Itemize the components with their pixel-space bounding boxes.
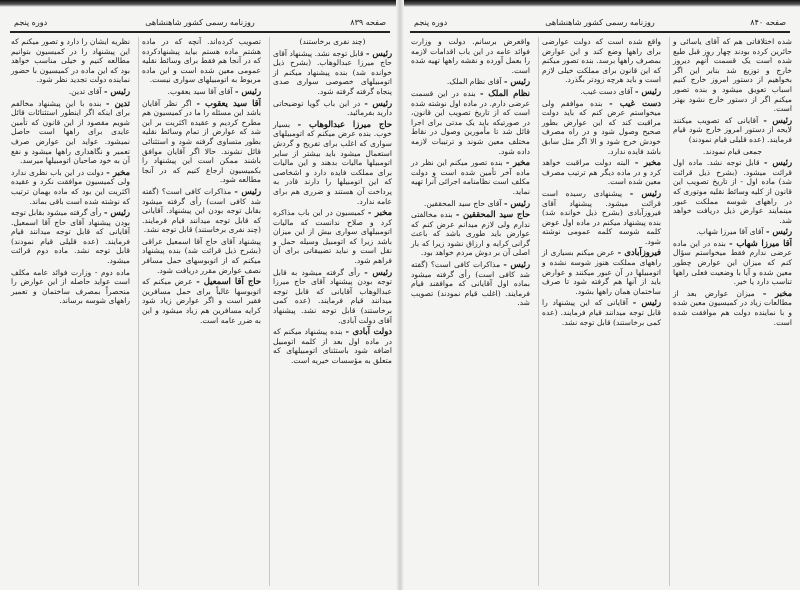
paragraph-text: بنده در این ماده عرضی ندارم فقط میخواستم سؤال کنم که میزان این عوارض چطور معین شده و آیا با وضعیت فعلی راهها تناسب دارد یا خیر.: [673, 238, 792, 287]
speaker-name: مخبر -: [505, 157, 530, 168]
speaker-name: رئیس -: [104, 85, 130, 96]
paragraph-text: بسیار خوب. بنده عرض میکنم که اتومبیلهای سواری که اغلب برای تفریح و گردش استعمال میشود باید بیشتر از سایر اتومبیلها مالیات بدهند و این مالیات برای مملکت فایده دارد و اشخاصی که این اتومبیلها را دارند قادر به پرداخت آن هستند و ضرری هم برای عامه ندارد.: [273, 119, 392, 206]
paragraph: [11, 99, 130, 166]
text-column: [669, 37, 792, 586]
paragraph: [142, 237, 261, 275]
paragraph: [542, 298, 661, 327]
paragraph: [673, 289, 792, 327]
paragraph: [673, 37, 792, 114]
paragraph-text: جمعی قیام نمودند.: [702, 146, 763, 156]
paragraph-text: البته دولت مراقبت خواهد کرد و در ماده دیگر هم ترتیب مصرف معین شده است.: [542, 158, 661, 187]
paragraph: [411, 37, 530, 75]
paragraph-text: ماده دوم - وزارت فوائد عامه مکلف است عواید حاصله از این عوارض را منحصراً بمصرف ساختمان و تعمیر راههای شوسه برساند.: [11, 267, 130, 306]
paragraph: [411, 77, 530, 87]
paragraph-text: شده اختلافاتی هم که آقای یاسائی و حائرین کرده بودند چهار روز قبل طبع شده است یک قسمت آنهم دیروز خارج و توزیع شد بنابر این اگر بخواهیم از دستور امروز خارج کنیم اسباب تعویق میشود و بنده تصور میکنم اگر از دستور خارج نشود بهتر است.: [673, 37, 792, 114]
speaker-name: دست غیب -: [609, 97, 661, 108]
paragraph-text: پیشنهادی رسیده است قرائت میشود. پیشنهاد آقای فیروزآبادی (بشرح ذیل خوانده شد) بنده پیشنهاد میکنم در ماده اول عوض کلمه شوسه کلمه عمومی نوشته شود.: [542, 188, 661, 246]
paragraph: [542, 99, 661, 157]
paragraph: [542, 248, 661, 296]
paragraph-text: کمیسیون در این باب مذاکره کرد و صلاح ندانست که مالیات اتومبیلهای سواری بیش از این میزان باشد زیرا که اتومبیل وسیله حمل و نقل است و نباید تضییقاتی برای آن فراهم شود.: [273, 208, 392, 266]
paragraph-text: واقع شده است که دولت عوارضی برای راهها وضع کند و این عوارض بمصرف راهها برسد. بنده تصور میکنم که این قانون برای مملکت خیلی لازم است و باید هرچه زودتر بگذرد.: [542, 37, 661, 85]
paragraph-text: نظریه ایشان را دارد و تصور میکنم که این پیشنهاد را در کمیسیون بتوانیم مطالعه کنیم و خیلی مناسب خواهد بود که این ماده در کمیسیون با حضور نماینده دولت تجدید نظر شود.: [11, 37, 130, 85]
paragraph-text: آقای آقا سید یعقوب.: [167, 86, 233, 96]
paragraph-text: آقای تدین.: [68, 86, 102, 96]
speaker-name: رئیس -: [504, 76, 530, 87]
paragraph-text: (چند نفری برخاستند): [299, 37, 366, 46]
speaker-name: رئیس -: [364, 266, 392, 277]
text-column: [538, 37, 661, 586]
paragraph: [542, 158, 661, 187]
paragraph: [273, 37, 392, 47]
paragraph-text: مذاکرات کافی است؟ (گفته شد کافی است) رأی گرفته میشود بقابل توجه بودن این پیشنهاد. آقایانی که قابل توجه میدانند قیام فرمایند. (چند نفری برخاستند) قابل توجه نشد.: [142, 186, 261, 235]
paragraph: [11, 87, 130, 97]
speaker-name: حاج میرزا عبدالوهاب -: [297, 118, 392, 129]
paragraph-text: آقایانی که تصویب میکنند لایحه از دستور امروز خارج شود قیام فرمایند. (عده قلیلی قیام نمودند): [673, 115, 792, 144]
page-right: [406, 0, 794, 590]
paragraph-text: رأی گرفته میشود به قابل توجه بودن پیشنهاد آقای حاج میرزا عبدالوهاب آقایانی که قابل توجه میدانند قیام فرمایند. (عده کمی برخاستند) قابل توجه نشد. پیشنهاد آقای دولت آبادی.: [273, 267, 392, 325]
paragraph-text: آقای آقا میرزا شهاب.: [696, 227, 764, 237]
speaker-name: رئیس -: [763, 114, 792, 125]
paragraph: [673, 116, 792, 145]
paragraph: [411, 158, 530, 196]
speaker-name: مخبر -: [106, 166, 130, 177]
paragraph-text: عرض میکنم که اتوبوسها غالباً برای حمل مسافرین فقیر است و اگر عوارض زیاد شود کرایه مسافرین هم زیاد میشود و این به ضرر عامه است.: [142, 277, 261, 325]
paragraph: [11, 168, 130, 206]
paragraph: [142, 37, 261, 85]
speaker-name: حاج سید المحققین -: [455, 209, 530, 220]
page-header: [406, 16, 794, 30]
paragraph: [273, 327, 392, 365]
paragraph: [11, 268, 130, 306]
paragraph-text: پیشنهاد آقای حاج آقا اسمعیل عراقی (بشرح ذیل قرائت شد) بنده پیشنهاد میکنم که از اتوبوسهای حمل مسافر نصف عوارض مقرر دریافت شود.: [142, 236, 261, 275]
speaker-name: مخبر -: [634, 157, 661, 168]
paragraph: [542, 37, 661, 85]
text-column: [138, 37, 261, 586]
paragraph-text: مذاکرات کافی است؟ (گفته شد کافی است) رأی گرفته میشود بماده اول آقایانی که موافقند قیام فرمایند. (اغلب قیام نمودند) تصویب شد.: [411, 260, 530, 308]
text-columns: [408, 37, 792, 586]
paragraph: [673, 239, 792, 287]
paragraph-text: اگر نظر آقایان باشد این مسئله را ما در کمیسیون هم مطرح کردیم و عقیده اکثریت بر این شد که عوارض از تمام وسائط نقلیه بطور متساوی گرفته شود و استثنائی قائل نشوند. حالا اگر آقایان موافق باشند ممکن است این پیشنهاد را بکمیسیون ارجاع کنیم که در آنجا مطالعه شود.: [142, 98, 261, 185]
speaker-name: رئیس -: [364, 97, 392, 108]
paragraph: [273, 268, 392, 326]
paragraph-text: رأی گرفته میشود بقابل توجه بودن پیشنهاد آقای حاج آقا اسمعیل. آقایانی که قابل توجه میدانند قیام فرمایند. (عده قلیلی قیام نمودند) قابل توجه نشد. ماده دوم قرائت میشود.: [11, 208, 130, 266]
paragraph: [273, 99, 392, 118]
text-column: [269, 37, 392, 586]
speaker-name: مخبر -: [762, 287, 792, 298]
speaker-name: رئیس -: [365, 47, 392, 58]
paragraph: [142, 87, 261, 97]
paragraph: [273, 208, 392, 266]
page-number: صفحه ۸۳۹: [350, 18, 386, 27]
header-rule: [410, 31, 790, 33]
speaker-name: آقا سید یعقوب -: [196, 97, 261, 108]
page-left: [6, 0, 394, 590]
period-label: دوره پنجم: [14, 18, 48, 27]
paragraph: [273, 120, 392, 206]
paragraph: [673, 147, 792, 157]
newspaper-title: روزنامه رسمی کشور شاهنشاهی: [145, 18, 255, 27]
paragraph: [142, 187, 261, 235]
speaker-name: نظام الملک -: [479, 87, 530, 98]
text-columns: [8, 37, 392, 586]
speaker-name: حاج آقا اسمعیل -: [196, 276, 261, 287]
paragraph-text: آقای حاج سید المحققین.: [423, 198, 502, 208]
paragraph: [11, 208, 130, 266]
paragraph-text: دولت در این باب نظری ندارد ولی کمیسیون موافقت نکرد و عقیده اکثریت این بود که ماده بهمان ترتیب که نوشته شده است باقی بماند.: [11, 167, 130, 206]
paragraph: [273, 49, 392, 97]
paragraph: [673, 158, 792, 225]
text-column: [8, 37, 130, 586]
paragraph-text: بنده موافقم ولی میخواستم عرض کنم که باید دولت مراقبت کند که این عوارض بطور صحیح وصول شود و در راه مصرف خودش خرج شود و الا اگر مثل سابق باشد فایده ندارد.: [542, 98, 661, 156]
speaker-name: رئیس -: [632, 297, 661, 308]
speaker-name: رئیس -: [234, 185, 261, 196]
paragraph: [411, 260, 530, 308]
speaker-name: آقا میرزا شهاب -: [729, 237, 792, 248]
paragraph: [142, 99, 261, 185]
speaker-name: رئیس -: [629, 187, 661, 198]
text-column: [408, 37, 530, 586]
speaker-name: رئیس -: [503, 259, 530, 270]
paragraph: [11, 37, 130, 85]
page-spine: [396, 0, 404, 590]
paragraph-text: قابل توجه نشد. پیشنهاد آقای حاج میرزا عبدالوهاب. (بشرح ذیل خوانده شد) بنده پیشنهاد میکنم از اتومبیلهای خصوصی سواری صدی پنجاه گرفته گرفته شود.: [273, 48, 392, 96]
paragraph-text: بنده مخالفتی ندارم ولی لازم میدانم عرض کنم که عوارض باید طوری باشد که باعث گرانی کرایه و ارزاق نشود زیرا که بار اصلی آن بر دوش مردم خواهد بود.: [411, 210, 530, 258]
paragraph-text: آقای دست غیب.: [580, 86, 633, 96]
paragraph-text: قابل توجه نشد. ماده اول قرائت میشود. (بشرح ذیل قرائت شد) ماده اول - از تاریخ تصویب این قانون از کلیه وسائط نقلیه موتوری که در راههای شوسه مملکت عبور مینمایند عوارض ذیل دریافت خواهد شد.: [673, 158, 792, 225]
paragraph: [542, 189, 661, 247]
paragraph: [673, 227, 792, 237]
speaker-name: رئیس -: [504, 197, 530, 208]
paragraph: [411, 210, 530, 258]
paragraph-text: بنده پیشنهاد میکنم که در ماده اول بعد از کلمه اتومبیل اضافه شود باستثنای اتومبیلهای که متعلق به مؤسسات خیریه است.: [273, 327, 392, 365]
speaker-name: فیروزآبادی -: [617, 247, 661, 258]
paragraph: [142, 277, 261, 325]
paragraph-text: آقای نظام الملک.: [446, 77, 502, 87]
newspaper-title: روزنامه رسمی کشور شاهنشاهی: [545, 18, 655, 27]
speaker-name: رئیس -: [766, 226, 792, 237]
speaker-name: رئیس -: [764, 157, 792, 168]
speaker-name: دولت آبادی -: [345, 326, 392, 337]
period-label: دوره پنجم: [414, 18, 448, 27]
paragraph-text: عرض میکنم بسیاری از راههای مملکت هنوز شوسه نشده و اتومبیلها در آن عبور میکنند و عوارض باید از آنها هم گرفته شود تا صرف ساختمان همان راهها بشود.: [542, 248, 661, 296]
paragraph: [542, 87, 661, 97]
speaker-name: مخبر -: [367, 207, 392, 218]
header-rule: [10, 31, 390, 33]
paragraph: [411, 199, 530, 209]
page-header: [6, 16, 394, 30]
speaker-name: رئیس -: [104, 207, 130, 218]
page-number: صفحه ۸۴۰: [750, 18, 786, 27]
paragraph-text: تصویب کرده‌اند. آنچه که در ماده هشتم ماده هستم بیاید پیشنهادکرده که در آنجا هم فقط برای وسائط نقلیه عمومی معین شده است و این ماده مربوط به اتومبیلهای سواری نیست.: [142, 37, 261, 85]
paragraph-text: آقایانی که این پیشنهاد را قابل توجه میدانند قیام فرمایند. (عده کمی برخاستند) قابل توجه نشد.: [542, 298, 661, 327]
paragraph-text: بنده با این پیشنهاد مخالفم برای اینکه اگر اینطور استثنائات قائل شویم مقصود از این قانون که تأمین عایدی برای راهها است حاصل نمیشود. عواید این عوارض صرف تعمیر و نگاهداری راهها میشود و نفع آن به خود صاحبان اتومبیلها میرسد.: [11, 98, 130, 166]
speaker-name: رئیس -: [635, 85, 661, 96]
paragraph-text: بنده در این قسمت عرضی دارم. در ماده اول نوشته شده است که از تاریخ تصویب این قانون، در صورتیکه باید یک مدتی برای اجرا قائل شد تا مأمورین وصول در نقاط مختلف معین شوند و ترتیبات لازمه داده شود.: [411, 88, 530, 156]
speaker-name: رئیس -: [235, 85, 261, 96]
paragraph: [411, 89, 530, 156]
paragraph-text: در این باب گویا توضیحاتی دارید بفرمائید.: [273, 98, 392, 118]
paragraph-text: بنده تصور میکنم این نظر در ماده آخر تأمین شده است و دولت مکلف است نظامنامه اجرائی آنرا تهیه نماید.: [411, 158, 530, 196]
paragraph-text: واقعرض برسانم. دولت و وزارت فوائد عامه در این باب اقدامات لازمه را بعمل آورده و نقشه راهها تهیه شده است.: [411, 37, 530, 75]
paragraph-text: میزان عوارض بعد از مطالعات زیاد در کمیسیون معین شده و با نماینده دولت هم موافقت شده است.: [673, 288, 792, 327]
speaker-name: تدین -: [105, 97, 130, 108]
